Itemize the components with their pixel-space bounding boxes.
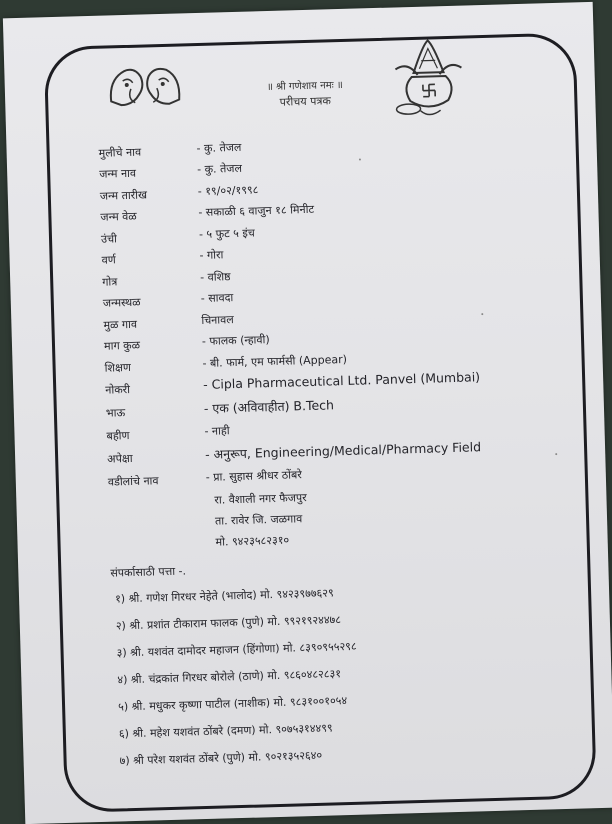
detail-label: वडीलांचे नाव	[107, 474, 159, 489]
scan-speck	[359, 158, 361, 160]
address-line: ता. रावेर जि. जळगाव	[214, 512, 303, 528]
detail-value: - बी. फार्म, एम फार्मसी (Appear)	[202, 352, 348, 370]
contacts-title: संपर्कासाठी पत्ता -.	[110, 564, 187, 580]
detail-label: नोकरी	[105, 382, 131, 397]
detail-value: - कु. तेजल	[196, 140, 242, 156]
scan-speck	[481, 313, 483, 315]
kalash-logo-icon	[389, 37, 469, 121]
detail-label: माग कुळ	[103, 338, 141, 353]
detail-label: जन्म तारीख	[99, 188, 148, 203]
detail-value: - सावदा	[200, 291, 234, 305]
detail-value: - कु. तेजल	[196, 161, 243, 177]
detail-label: उंची	[100, 232, 118, 246]
contact-item: १) श्री. गणेश गिरधर नेहेते (भालोद) मो. ९४२३९७७६२९	[114, 586, 334, 606]
contact-item: ७) श्री परेश यशवंत ठोंबरे (पुणे) मो. ९०२१३५२६४०	[119, 748, 323, 768]
detail-label: वर्ण	[101, 253, 116, 267]
detail-label: भाऊ	[105, 406, 126, 420]
detail-value: - अनुरूप, Engineering/Medical/Pharmacy Field	[204, 439, 482, 462]
contact-item: २) श्री. प्रशांत टीकाराम फालक (पुणे) मो. ९९२१९२४४७८	[115, 613, 342, 633]
detail-label: जन्मस्थळ	[102, 295, 141, 310]
detail-value: - नाही	[204, 424, 230, 438]
scan-speck	[555, 453, 557, 455]
detail-label: मुलीचे नाव	[98, 145, 142, 160]
detail-value: - Cipla Pharmaceutical Ltd. Panvel (Mumbai)	[202, 369, 481, 392]
detail-label: बहीण	[106, 429, 130, 443]
detail-value: - फालक (न्हावी)	[201, 333, 270, 348]
detail-label: जन्म वेळ	[100, 209, 137, 224]
detail-label: गोत्र	[102, 275, 118, 289]
detail-value: - ५ फुट ५ इंच	[198, 226, 255, 241]
detail-value: चिनावल	[201, 313, 234, 327]
document-page	[3, 2, 612, 824]
contact-item: ४) श्री. चंद्रकांत गिरधर बोरोले (ठाणे) मो. ९८६०४८२८३१	[117, 667, 342, 687]
address-line: रा. वैशाली नगर फैजपुर	[214, 491, 307, 507]
detail-label: जन्म नाव	[99, 166, 137, 181]
contact-item: ६) श्री. महेश यशवंत ठोंबरे (दमण) मो. ९०७५३१४४९९	[118, 721, 333, 741]
detail-value: - १९/०२/१९९८	[197, 183, 259, 199]
page-title: परीचय पत्रक	[279, 94, 332, 109]
address-line: मो. ९४२३५८२३१०	[215, 533, 290, 549]
detail-value: - गोरा	[199, 248, 224, 262]
detail-value: - वशिष्ठ	[199, 270, 231, 284]
header-mantra: ॥ श्री गणेशाय नमः ॥	[266, 79, 344, 94]
detail-label: अपेक्षा	[107, 451, 133, 466]
detail-label: शिक्षण	[104, 360, 132, 375]
detail-label: मुळ गाव	[103, 317, 138, 332]
detail-value: - प्रा. सुहास श्रीधर ठोंबरे	[205, 468, 302, 484]
contact-item: ५) श्री. मधुकर कृष्णा पाटील (नाशीक) मो. ९८३१००१०५४	[117, 694, 348, 714]
detail-value: - एक (अविवाहीत) B.Tech	[203, 397, 335, 416]
ganesh-logo-icon	[104, 59, 185, 111]
detail-value: - सकाळी ६ वाजुन १८ मिनीट	[198, 202, 315, 220]
contact-item: ३) श्री. यशवंत दामोदर महाजन (हिंगोणा) मो. ८३९०९५५२९८	[116, 639, 357, 660]
